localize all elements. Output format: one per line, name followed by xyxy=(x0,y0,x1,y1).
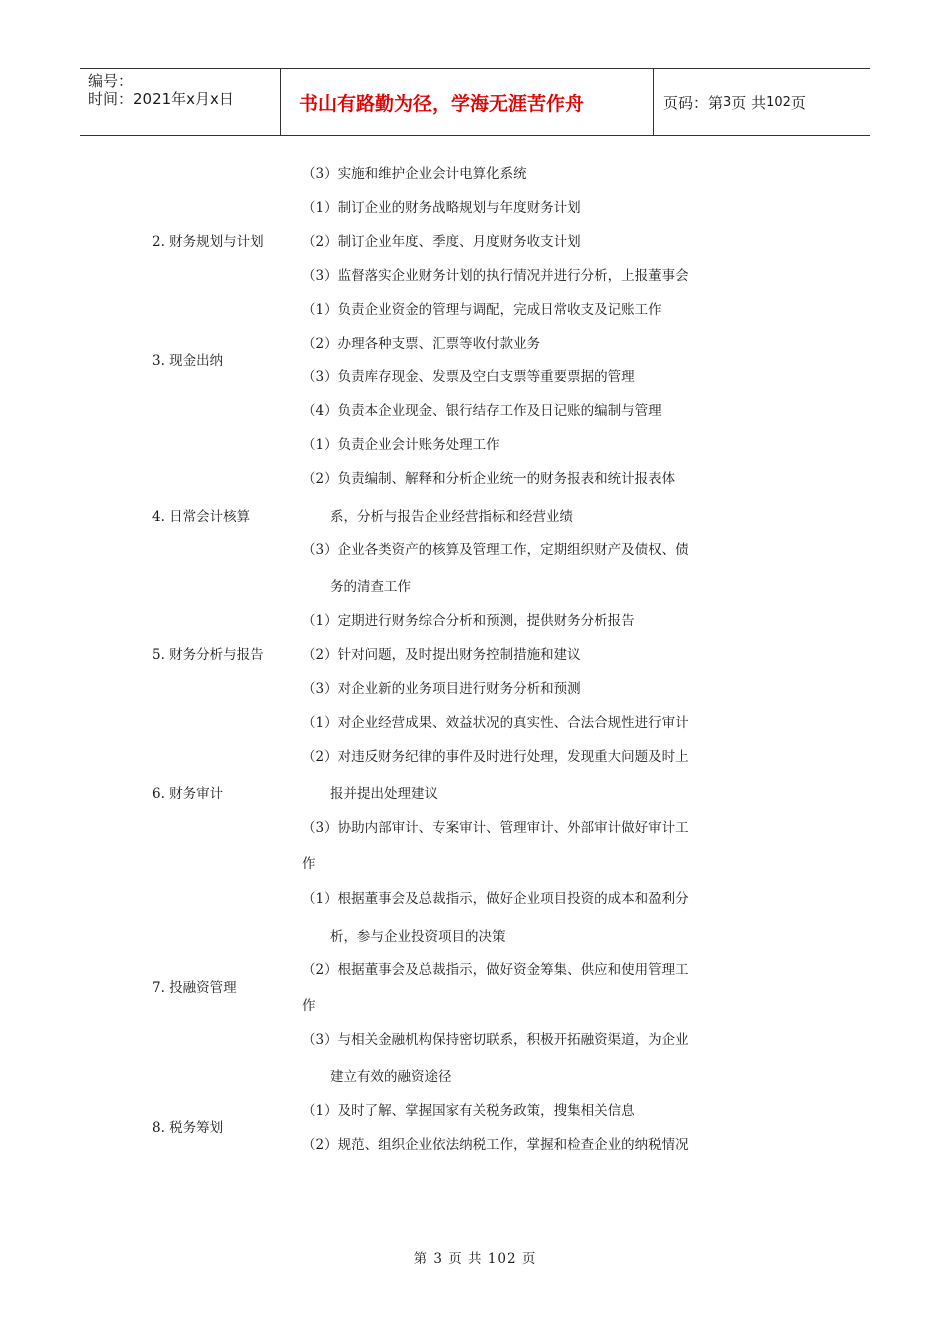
duty-line-continuation: 报并提出处理建议 xyxy=(330,786,438,802)
duty-line: （2）制订企业年度、季度、月度财务收支计划 xyxy=(302,234,581,250)
duty-line-continuation: 作 xyxy=(302,856,316,872)
duty-line: （2）对违反财务纪律的事件及时进行处理，发现重大问题及时上 xyxy=(302,749,689,765)
duty-line-continuation: 作 xyxy=(302,998,316,1014)
duty-line-continuation: 析，参与企业投资项目的决策 xyxy=(330,929,506,945)
duty-line: （1）负责企业资金的管理与调配，完成日常收支及记账工作 xyxy=(302,302,662,318)
page-footer: 第 3 页 共 102 页 xyxy=(413,1251,537,1267)
duty-line: （1）对企业经营成果、效益状况的真实性、合法合规性进行审计 xyxy=(302,715,689,731)
header-table xyxy=(80,68,870,136)
section-label: 3. 现金出纳 xyxy=(152,353,224,369)
section-label: 7. 投融资管理 xyxy=(152,980,237,996)
section-label: 4. 日常会计核算 xyxy=(152,509,251,525)
number-label: 编号： xyxy=(88,72,134,90)
duty-line: （2）规范、组织企业依法纳税工作，掌握和检查企业的纳税情况 xyxy=(302,1137,689,1153)
duty-line: （3）对企业新的业务项目进行财务分析和预测 xyxy=(302,681,581,697)
section-label: 6. 财务审计 xyxy=(152,786,224,802)
duty-line: （1）及时了解、掌握国家有关税务政策，搜集相关信息 xyxy=(302,1103,635,1119)
duty-line: （2）针对问题，及时提出财务控制措施和建议 xyxy=(302,647,581,663)
header-left-cell xyxy=(80,69,281,135)
time-label: 时间：2021年x月x日 xyxy=(88,90,234,108)
duty-line: （1）定期进行财务综合分析和预测，提供财务分析报告 xyxy=(302,613,635,629)
duty-line: （3）企业各类资产的核算及管理工作，定期组织财产及债权、债 xyxy=(302,542,689,558)
duty-line-continuation: 务的清查工作 xyxy=(330,579,411,595)
motto: 书山有路勤为径，学海无涯苦作舟 xyxy=(281,69,654,135)
section-label: 2. 财务规划与计划 xyxy=(152,234,264,250)
duty-line: （2）办理各种支票、汇票等收付款业务 xyxy=(302,336,541,352)
duty-line: （4）负责本企业现金、银行结存工作及日记账的编制与管理 xyxy=(302,403,662,419)
section-label: 8. 税务筹划 xyxy=(152,1120,224,1136)
duty-line: （2）负责编制、解释和分析企业统一的财务报表和统计报表体 xyxy=(302,471,676,487)
duty-line: （1）根据董事会及总裁指示，做好企业项目投资的成本和盈利分 xyxy=(302,891,689,907)
page-indicator: 页码：第 3 页 共 102 页 xyxy=(663,93,806,112)
duty-line: （3）协助内部审计、专案审计、管理审计、外部审计做好审计工 xyxy=(302,820,689,836)
duty-line-continuation: 建立有效的融资途径 xyxy=(330,1069,452,1085)
duty-line-continuation: 系，分析与报告企业经营指标和经营业绩 xyxy=(330,509,573,525)
duty-line: （1）制订企业的财务战略规划与年度财务计划 xyxy=(302,200,581,216)
duty-line: （1）负责企业会计账务处理工作 xyxy=(302,437,500,453)
duty-line: （3）实施和维护企业会计电算化系统 xyxy=(302,166,527,182)
duty-line: （2）根据董事会及总裁指示，做好资金筹集、供应和使用管理工 xyxy=(302,962,689,978)
duty-line: （3）与相关金融机构保持密切联系，积极开拓融资渠道，为企业 xyxy=(302,1032,689,1048)
section-label: 5. 财务分析与报告 xyxy=(152,647,264,663)
duty-line: （3）监督落实企业财务计划的执行情况并进行分析，上报董事会 xyxy=(302,268,689,284)
duty-line: （3）负责库存现金、发票及空白支票等重要票据的管理 xyxy=(302,369,635,385)
